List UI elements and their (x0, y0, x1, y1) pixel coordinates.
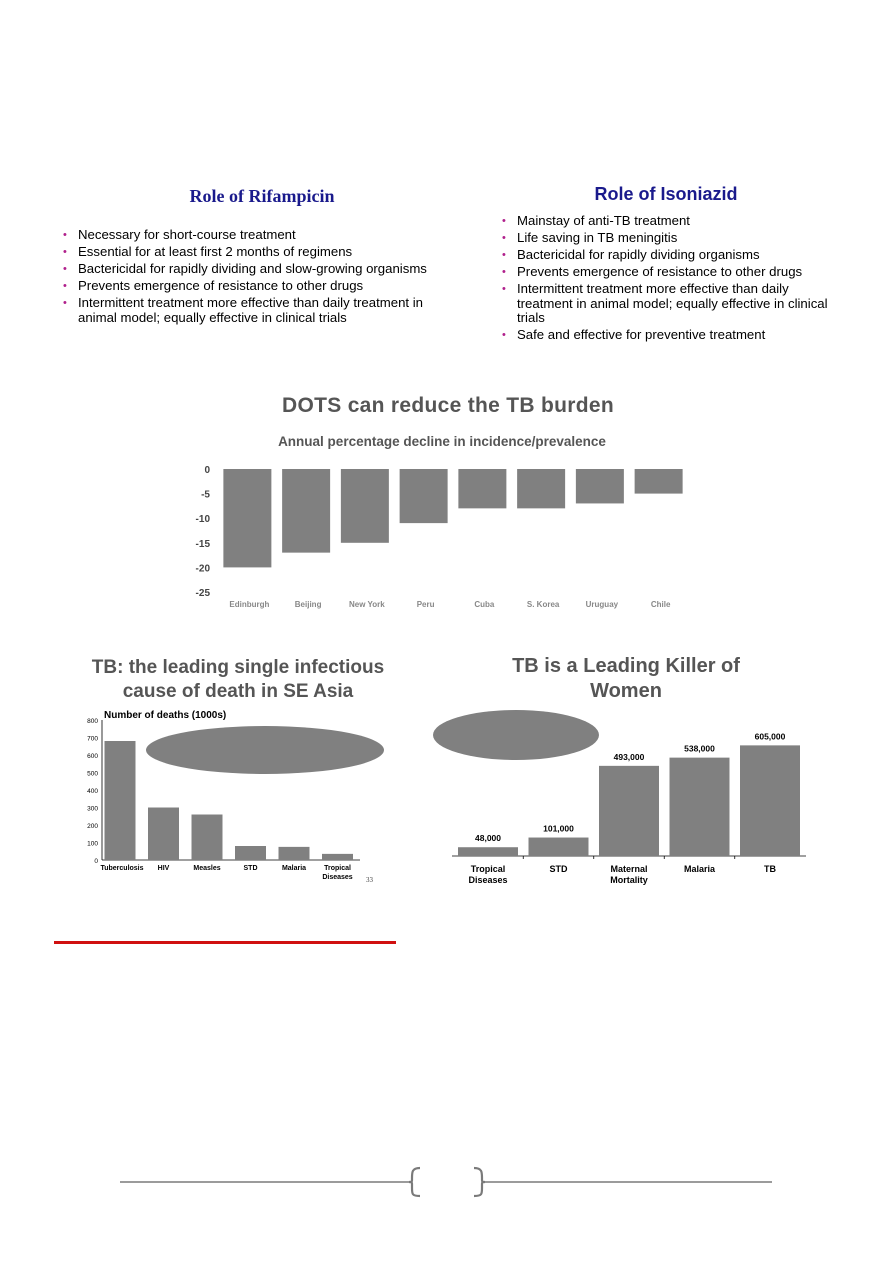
chart1-xlabel-0: Edinburgh (229, 600, 270, 609)
isoniazid-title: Role of Isoniazid (594, 184, 738, 204)
women-title-line1: TB is a Leading Killer of (512, 655, 740, 677)
chart3-xlabel-2-1: Mortality (610, 875, 648, 885)
chart2-xlabel-1: HIV (157, 865, 170, 872)
isoniazid-bullet-3: • Bactericidal for rapidly dividing organisms (501, 248, 841, 263)
footer-ornament (120, 1164, 774, 1200)
chart1-bar-s-korea (517, 469, 565, 508)
chart2-ytick-5: 500 (87, 770, 98, 778)
chart1-bar-chile (635, 469, 683, 494)
dots-decline-chart (180, 430, 700, 616)
rifampicin-bullet-list (62, 228, 442, 328)
chart2-xlabel-4: Malaria (281, 865, 307, 872)
rifampicin-bullet-3: • Bactericidal for rapidly dividing and slow-growing organisms (62, 262, 442, 277)
isoniazid-bullet-list (501, 214, 841, 345)
chart3-value-label-0: 48,000 (475, 833, 501, 844)
chart1-xlabel-1: Beijing (294, 600, 322, 609)
chart3-bar-0 (458, 847, 518, 856)
chart2-xlabel-5-1: Diseases (322, 874, 353, 881)
chart1-bar-edinburgh (223, 469, 271, 567)
page-number-33: 33 (366, 876, 373, 884)
isoniazid-bullet-4: • Prevents emergence of resistance to other drugs (501, 265, 841, 280)
chart3-xlabel-4: TB (764, 864, 776, 874)
chart3-xlabel-1: STD (549, 864, 568, 874)
chart2-ytick-6: 600 (87, 753, 98, 760)
dots-title: DOTS can reduce the TB burden (282, 394, 614, 417)
isoniazid-bullet-2: • Life saving in TB meningitis (501, 231, 841, 246)
chart1-ytick-2: -10 (195, 514, 210, 526)
chart2-bar-1 (148, 808, 179, 861)
chart3-xlabel-0-0: Tropical (470, 864, 506, 874)
chart3-bar-1 (529, 838, 589, 856)
chart2-ytick-0: 0 (94, 858, 98, 865)
chart1-xlabel-4: Cuba (474, 600, 495, 609)
chart1-bar-uruguay (576, 469, 624, 503)
chart3-value-label-2: 493,000 (613, 751, 645, 762)
chart1-bar-cuba (458, 469, 506, 508)
chart2-ytick-3: 300 (87, 805, 98, 813)
isoniazid-bullet-6: • Safe and effective for preventive treatment (501, 328, 841, 343)
chart1-title: Annual percentage decline in incidence/prevalence (278, 434, 606, 449)
chart1-xlabel-3: Peru (416, 600, 435, 609)
footer-brace-left (409, 1168, 420, 1196)
chart1-bar-new-york (341, 469, 389, 543)
rifampicin-bullet-2: • Essential for at least first 2 months of regimens (62, 245, 442, 260)
rifampicin-bullet-4: • Prevents emergence of resistance to other drugs (62, 279, 442, 294)
rifampicin-bullet-1: • Necessary for short-course treatment (62, 228, 442, 243)
chart3-bar-4 (740, 745, 800, 856)
gray-ellipse-left (146, 726, 384, 774)
chart1-xlabel-5: S. Korea (526, 600, 560, 609)
chart2-bar-5 (322, 854, 353, 860)
chart2-xlabel-0: Tuberculosis (100, 865, 144, 872)
chart1-xlabel-2: New York (349, 600, 385, 609)
chart2-xlabel-5-0: Tropical (324, 865, 351, 872)
chart1-ytick-0: 0 (204, 465, 210, 476)
red-divider (54, 941, 396, 944)
chart2-ytick-7: 700 (87, 735, 98, 743)
women-title (470, 654, 782, 704)
women-title-line2: Women (590, 680, 662, 702)
gray-ellipse-right (433, 710, 599, 760)
se-asia-title-line1: TB: the leading single infectious (91, 657, 385, 678)
chart2-ytick-2: 200 (87, 823, 98, 830)
chart1-xlabel-6: Uruguay (585, 600, 619, 609)
chart3-xlabel-2-0: Maternal (610, 864, 648, 874)
rifampicin-title: Role of Rifampicin (189, 186, 335, 206)
isoniazid-bullet-5: • Intermittent treatment more effective than daily treatment in animal model; equally effective in clinical trials (501, 282, 841, 326)
chart2-title: Number of deaths (1000s) (104, 710, 227, 721)
chart3-xlabel-3: Malaria (683, 864, 716, 874)
chart2-ytick-1: 100 (87, 840, 98, 848)
chart2-bar-2 (192, 815, 223, 861)
se-asia-title-line2: cause of death in SE Asia (122, 681, 354, 702)
chart2-xlabel-3: STD (243, 865, 258, 872)
chart1-ytick-4: -20 (195, 563, 210, 575)
chart2-xlabel-2: Measles (193, 865, 221, 872)
chart2-bar-4 (279, 847, 310, 860)
rifampicin-bullet-5: • Intermittent treatment more effective than daily treatment in animal model; equally effective in clinical trials (62, 296, 442, 325)
chart1-ytick-5: -25 (195, 588, 210, 599)
chart2-bar-3 (235, 846, 266, 860)
chart2-bar-0 (105, 741, 136, 860)
chart1-xlabel-7: Chile (650, 600, 671, 609)
chart1-ytick-1: -5 (201, 489, 210, 501)
chart2-ytick-4: 400 (87, 788, 98, 795)
chart1-bar-beijing (282, 469, 330, 553)
se-asia-title (60, 656, 416, 704)
chart3-xlabel-0-1: Diseases (468, 875, 508, 885)
chart2-ytick-8: 800 (87, 718, 98, 725)
chart3-value-label-1: 101,000 (543, 823, 574, 834)
chart3-value-label-4: 605,000 (754, 731, 786, 742)
chart3-value-label-3: 538,000 (684, 743, 715, 754)
chart1-bar-peru (400, 469, 448, 523)
chart1-ytick-3: -15 (195, 538, 210, 550)
chart3-bar-3 (670, 758, 730, 856)
chart3-bar-2 (599, 766, 659, 856)
isoniazid-bullet-1: • Mainstay of anti-TB treatment (501, 214, 841, 229)
